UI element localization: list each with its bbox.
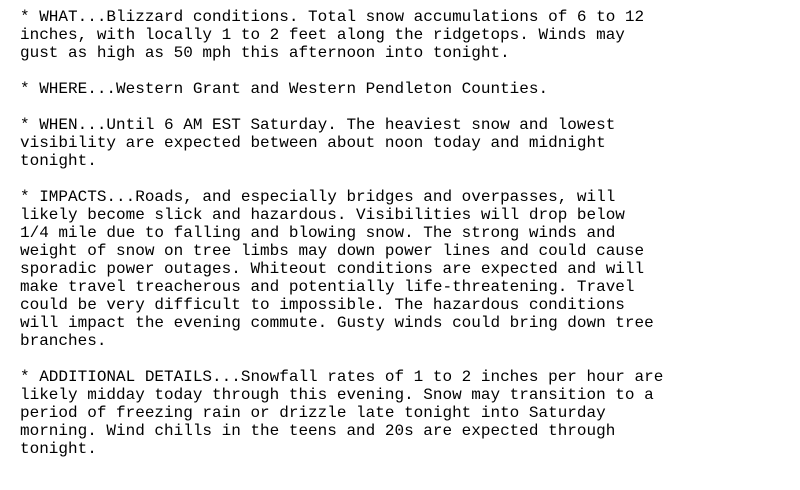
when-paragraph [20,116,790,170]
text-line: could be very difficult to impossible. The hazardous conditions [20,296,625,314]
text-line: * WHEN...Until 6 AM EST Saturday. The heaviest snow and lowest [20,116,616,134]
where-paragraph [20,80,790,98]
text-line: * WHAT...Blizzard conditions. Total snow accumulations of 6 to 12 [20,8,645,26]
text-line: make travel treacherous and potentially life-threatening. Travel [20,278,635,296]
text-line: * WHERE...Western Grant and Western Pendleton Counties. [20,80,549,98]
text-line: tonight. [20,440,97,458]
text-line: 1/4 mile due to falling and blowing snow. The strong winds and [20,224,616,242]
text-line: branches. [20,332,107,350]
text-line: sporadic power outages. Whiteout conditions are expected and will [20,260,645,278]
text-line: period of freezing rain or drizzle late tonight into Saturday [20,404,606,422]
text-line: inches, with locally 1 to 2 feet along the ridgetops. Winds may [20,26,625,44]
text-line: morning. Wind chills in the teens and 20s are expected through [20,422,616,440]
text-line: visibility are expected between about noon today and midnight [20,134,606,152]
text-line: will impact the evening commute. Gusty winds could bring down tree [20,314,654,332]
text-line: tonight. [20,152,97,170]
text-line: likely midday today through this evening. Snow may transition to a [20,386,654,404]
text-line: * IMPACTS...Roads, and especially bridges and overpasses, will [20,188,616,206]
text-line: gust as high as 50 mph this afternoon into tonight. [20,44,510,62]
weather-bulletin-text [20,8,790,476]
additional-details-paragraph [20,368,790,458]
text-line: likely become slick and hazardous. Visibilities will drop below [20,206,625,224]
what-paragraph [20,8,790,62]
text-line: * ADDITIONAL DETAILS...Snowfall rates of 1 to 2 inches per hour are [20,368,664,386]
impacts-paragraph [20,188,790,350]
text-line: weight of snow on tree limbs may down power lines and could cause [20,242,645,260]
